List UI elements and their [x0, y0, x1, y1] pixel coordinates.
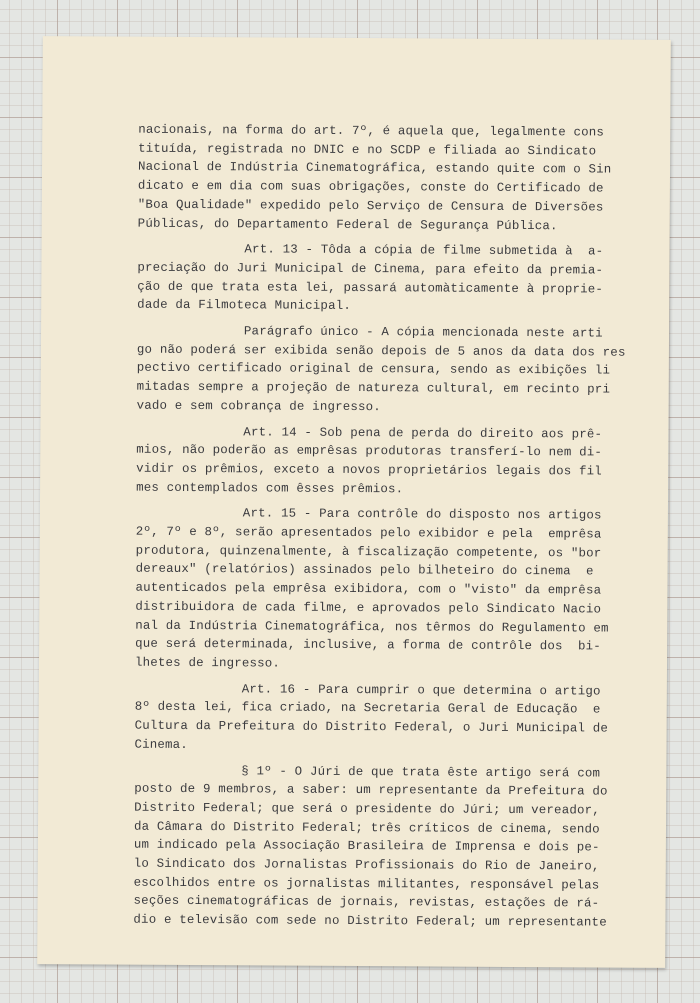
paragraph: [137, 240, 617, 318]
text-line: pectivo certificado original de censura, sendo as exibições li: [136, 361, 611, 379]
text-line: § 1º - O Júri de que trata êste artigo será com: [134, 763, 601, 781]
text-line: preciação do Juri Municipal de Cinema, para efeito da premia-: [137, 260, 604, 278]
text-line: Art. 16 - Para cumprir o que determina o artigo: [134, 681, 601, 699]
paragraph: [135, 504, 616, 675]
text-line: mes contemplados com êsses prêmios.: [136, 480, 404, 496]
text-line: escolhidos entre os jornalistas militantes, responsável pelas: [133, 875, 600, 893]
text-line: dade da Filmoteca Municipal.: [137, 298, 352, 314]
text-line: distribuidora de cada filme, e aprovados pelo Sindicato Nacio: [135, 599, 602, 617]
text-line: autenticados pela emprêsa exibidora, com o "visto" da emprêsa: [135, 580, 602, 598]
text-line: mitadas sempre a projeção de natureza cultural, em recinto pri: [136, 379, 611, 397]
text-line: Públicas, do Departamento Federal de Segurança Pública.: [137, 216, 558, 233]
text-line: produtora, quinzenalmente, à fiscalização competente, os "bor: [135, 543, 602, 561]
text-line: Cinema.: [134, 737, 189, 752]
paragraph: [136, 422, 616, 500]
text-line: que será determinada, inclusive, a forma de contrôle dos bi-: [135, 636, 601, 654]
text-line: "Boa Qualidade" expedido pelo Serviço de Censura de Diversões: [137, 197, 604, 215]
text-line: Distrito Federal; que será o presidente do Júri; um vereador,: [134, 800, 600, 818]
text-line: da Câmara do Distrito Federal; três críticos de cinema, sendo: [133, 819, 600, 837]
text-line: Cultura da Prefeitura do Distrito Federal, o Juri Municipal de: [134, 718, 609, 736]
text-line: 2º, 7º e 8º, serão apresentados pelo exibidor e pela emprêsa: [135, 524, 602, 542]
text-line: Art. 13 - Tôda a cópia de filme submetida à a-: [137, 241, 604, 259]
text-line: nacionais, na forma do art. 7º, é aquela que, legalmente cons: [138, 122, 605, 140]
paragraph: [133, 761, 614, 932]
text-line: dereaux" (relatórios) assinados pelo bilheteiro do cinema e: [135, 562, 594, 579]
document-body: [133, 121, 626, 940]
paragraph: [138, 121, 619, 236]
paper-sheet: [37, 36, 671, 968]
text-line: ção de que trata esta lei, passará automàticamente à proprie-: [137, 279, 604, 297]
text-line: seções cinematográficas de jornais, revistas, estações de rá-: [133, 894, 600, 911]
text-line: um indicado pela Associação Brasileira de Imprensa e dois pe-: [133, 837, 600, 855]
paragraph: [134, 679, 614, 757]
text-line: posto de 9 membros, a saber: um representante da Prefeitura do: [134, 781, 608, 799]
text-line: nal da Indústria Cinematográfica, nos têrmos do Regulamento em: [135, 618, 609, 636]
text-line: mios, não poderão as emprêsas produtoras transferí-lo nem di-: [136, 442, 603, 460]
text-line: go não poderá ser exibida senão depois de 5 anos da data dos res: [136, 342, 626, 360]
text-line: Parágrafo único - A cópia mencionada neste arti: [136, 323, 603, 341]
text-line: Art. 15 - Para contrôle do disposto nos artigos: [135, 506, 602, 523]
text-line: tituída, registrada no DNIC e no SCDP e filiada ao Sindicato: [138, 141, 597, 159]
text-line: dio e televisão com sede no Distrito Federal; um representante: [133, 912, 607, 930]
text-line: lo Sindicato dos Jornalistas Profissionais do Rio de Janeiro,: [133, 856, 600, 874]
text-line: lhetes de ingresso.: [134, 655, 281, 671]
text-line: vidir os prêmios, exceto a novos proprietários legais dos fil: [136, 461, 603, 479]
text-line: Art. 14 - Sob pena de perda do direito aos prê-: [136, 424, 603, 442]
text-line: Nacional de Indústria Cinematográfica, estando quite com o Sin: [137, 160, 612, 177]
paragraph: [136, 322, 626, 418]
text-line: dicato e em dia com suas obrigações, conste do Certificado de: [137, 178, 604, 196]
text-line: vado e sem cobrança de ingresso.: [136, 398, 381, 415]
text-line: 8º desta lei, fica criado, na Secretaria Geral de Educação e: [134, 700, 601, 717]
